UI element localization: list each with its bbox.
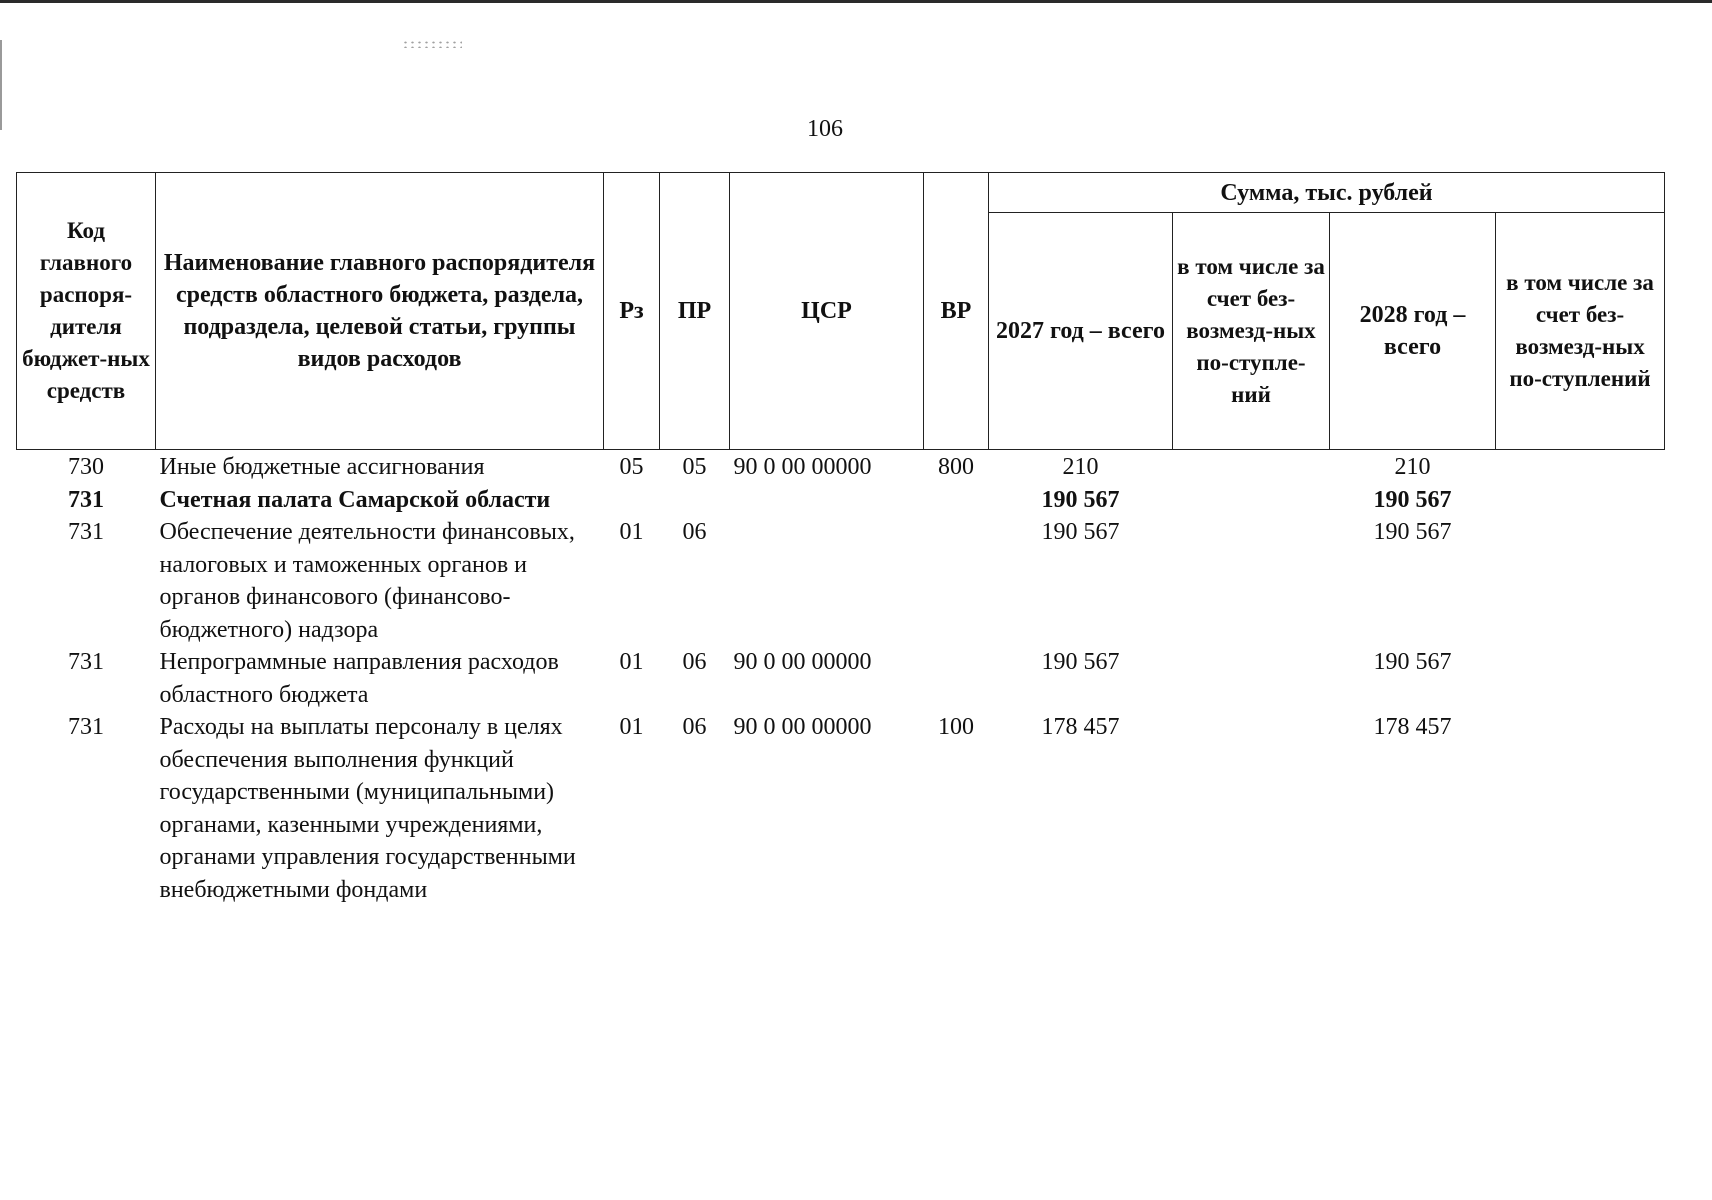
- cell-name: Расходы на выплаты персоналу в целях обеспечения выполнения функций государственными (муниципальными) органами, казенными учреждениями, органами управления государственными внебюджетными фондами: [159, 714, 576, 903]
- table-row: [17, 646, 1665, 711]
- table-header: [17, 173, 1665, 450]
- page-number: 106: [807, 116, 843, 142]
- cell-2027-grants: [1173, 646, 1330, 711]
- cell-code: 731: [68, 519, 104, 545]
- header-row-top: [17, 173, 1665, 213]
- cell-2028-total: 190 567: [1373, 649, 1452, 675]
- scan-edge-left: [0, 40, 2, 130]
- header-pr: ПР: [660, 173, 730, 450]
- header-2027-total: 2027 год – всего: [989, 213, 1173, 450]
- cell-2027-total: 190 567: [1041, 486, 1120, 513]
- header-rz: Рз: [604, 173, 660, 450]
- cell-pr: 06: [682, 649, 707, 675]
- cell-2028-total: 190 567: [1373, 519, 1452, 545]
- cell-code: 731: [68, 714, 104, 740]
- scan-edge-top: [0, 0, 1712, 3]
- cell-rz: [604, 484, 660, 517]
- header-vr: ВР: [924, 173, 989, 450]
- cell-csr: [730, 516, 924, 646]
- table-row: [17, 711, 1665, 906]
- cell-vr: [924, 484, 989, 517]
- cell-vr: [924, 646, 989, 711]
- cell-2027-total: 178 457: [1041, 714, 1120, 740]
- header-2027-grants: в том числе за счет без-возмезд-ных по-ступле-ний: [1173, 213, 1330, 450]
- cell-2027-total: 190 567: [1041, 649, 1120, 675]
- cell-code: 731: [68, 486, 104, 513]
- header-code: Код главного распоря-дителя бюджет-ных средств: [17, 173, 156, 450]
- header-2028-grants: в том числе за счет без-возмезд-ных по-ступлений: [1496, 213, 1665, 450]
- cell-2027-grants: [1173, 484, 1330, 517]
- cell-2028-total: 190 567: [1373, 486, 1452, 513]
- header-2028-total: 2028 год – всего: [1330, 213, 1496, 450]
- cell-2028-total: 210: [1394, 454, 1431, 480]
- cell-2028-grants: [1496, 646, 1665, 711]
- cell-code: 731: [68, 649, 104, 675]
- table-body: [17, 450, 1665, 907]
- cell-code: 730: [68, 454, 104, 480]
- cell-rz: 01: [619, 519, 644, 545]
- cell-rz: 05: [619, 454, 644, 480]
- table-row: [17, 450, 1665, 484]
- cell-vr: 100: [938, 714, 974, 740]
- cell-2027-grants: [1173, 516, 1330, 646]
- cell-2028-total: 178 457: [1373, 714, 1452, 740]
- cell-pr: [660, 484, 730, 517]
- cell-vr: 800: [938, 454, 974, 480]
- cell-csr: 90 0 00 00000: [733, 454, 872, 480]
- header-csr: ЦСР: [730, 173, 924, 450]
- cell-vr: [924, 516, 989, 646]
- cell-csr: [730, 484, 924, 517]
- cell-csr: 90 0 00 00000: [733, 649, 872, 675]
- cell-2027-grants: [1173, 711, 1330, 906]
- cell-pr: 06: [682, 714, 707, 740]
- cell-name: Иные бюджетные ассигнования: [159, 454, 485, 480]
- table-row: [17, 484, 1665, 517]
- header-name: Наименование главного распорядителя средств областного бюджета, раздела, подраздела, целевой статьи, группы видов расходов: [156, 173, 604, 450]
- table-row: [17, 516, 1665, 646]
- scan-noise: [402, 40, 462, 48]
- cell-2028-grants: [1496, 711, 1665, 906]
- cell-2028-grants: [1496, 484, 1665, 517]
- cell-2028-grants: [1496, 450, 1665, 484]
- cell-2028-grants: [1496, 516, 1665, 646]
- cell-2027-grants: [1173, 450, 1330, 484]
- cell-csr: 90 0 00 00000: [733, 714, 872, 740]
- header-sum-group: Сумма, тыс. рублей: [989, 173, 1665, 213]
- cell-pr: 06: [682, 519, 707, 545]
- cell-2027-total: 210: [1062, 454, 1099, 480]
- cell-name: Непрограммные направления расходов областного бюджета: [159, 649, 559, 708]
- cell-name: Счетная палата Самарской области: [159, 486, 551, 513]
- cell-rz: 01: [619, 714, 644, 740]
- cell-pr: 05: [682, 454, 707, 480]
- budget-table: [16, 172, 1665, 906]
- cell-rz: 01: [619, 649, 644, 675]
- cell-name: Обеспечение деятельности финансовых, налоговых и таможенных органов и органов финансового (финансово-бюджетного) надзора: [159, 519, 575, 643]
- cell-2027-total: 190 567: [1041, 519, 1120, 545]
